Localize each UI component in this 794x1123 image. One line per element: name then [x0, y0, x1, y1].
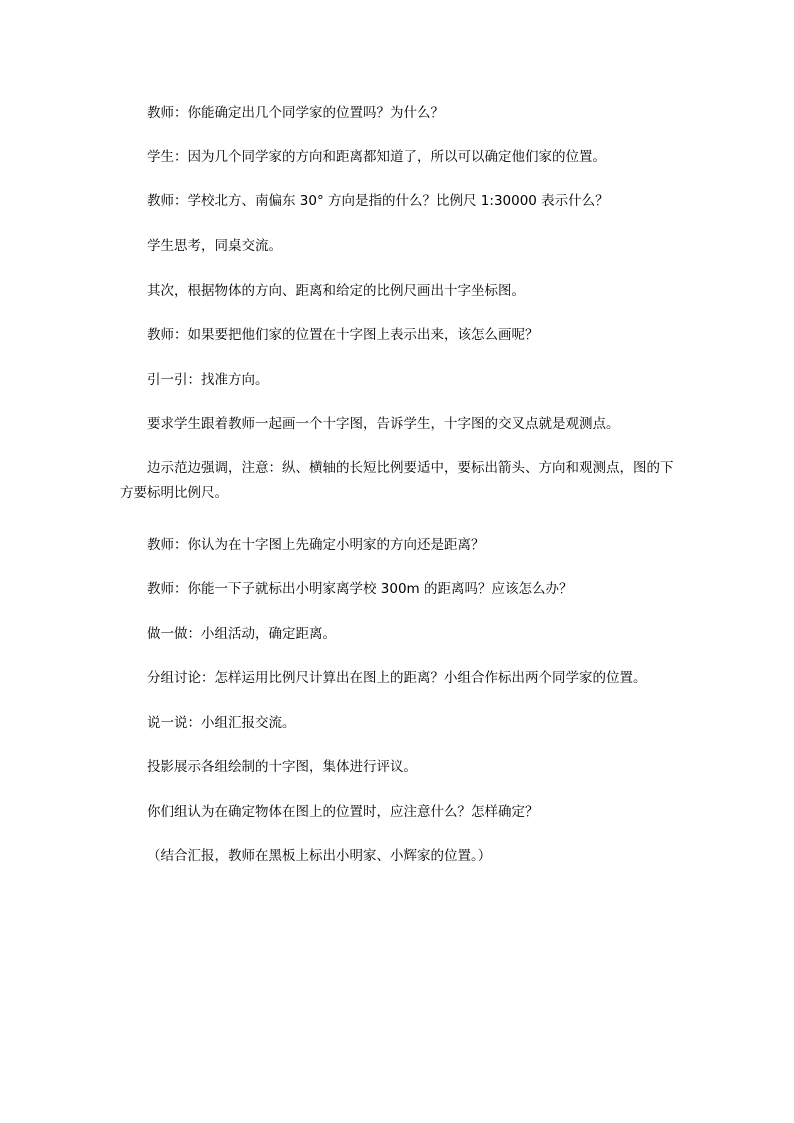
paragraph-8: 要求学生跟着教师一起画一个十字图，告诉学生，十字图的交叉点就是观测点。 [147, 416, 620, 432]
paragraph-12: 做一做：小组活动，确定距离。 [147, 626, 336, 642]
paragraph-15: 投影展示各组绘制的十字图，集体进行评议。 [147, 759, 417, 775]
paragraph-14: 说一说：小组汇报交流。 [147, 715, 296, 731]
paragraph-3: 教师：学校北方、南偏东 30° 方向是指的什么？比例尺 1:30000 表示什么？ [147, 193, 609, 209]
paragraph-16: 你们组认为在确定物体在图上的位置时，应注意什么？怎样确定？ [147, 804, 539, 820]
paragraph-2: 学生：因为几个同学家的方向和距离都知道了，所以可以确定他们家的位置。 [147, 149, 606, 165]
paragraph-5: 其次，根据物体的方向、距离和给定的比例尺画出十字坐标图。 [147, 283, 525, 299]
paragraph-13: 分组讨论：怎样运用比例尺计算出在图上的距离？小组合作标出两个同学家的位置。 [147, 670, 647, 686]
paragraph-7: 引一引：找准方向。 [147, 372, 269, 388]
paragraph-11: 教师：你能一下子就标出小明家离学校 300m 的距离吗？应该怎么办？ [147, 581, 573, 597]
paragraph-9: 边示范边强调，注意：纵、横轴的长短比例要适中，要标出箭头、方向和观测点，图的下方要标明比例尺。 [120, 460, 674, 501]
paragraph-4: 学生思考，同桌交流。 [147, 238, 282, 254]
paragraph-17: （结合汇报，教师在黑板上标出小明家、小辉家的位置。） [147, 848, 492, 864]
paragraph-6: 教师：如果要把他们家的位置在十字图上表示出来，该怎么画呢？ [147, 327, 539, 343]
paragraph-10: 教师：你认为在十字图上先确定小明家的方向还是距离？ [147, 537, 485, 553]
paragraph-1: 教师：你能确定出几个同学家的位置吗？为什么？ [147, 105, 444, 121]
